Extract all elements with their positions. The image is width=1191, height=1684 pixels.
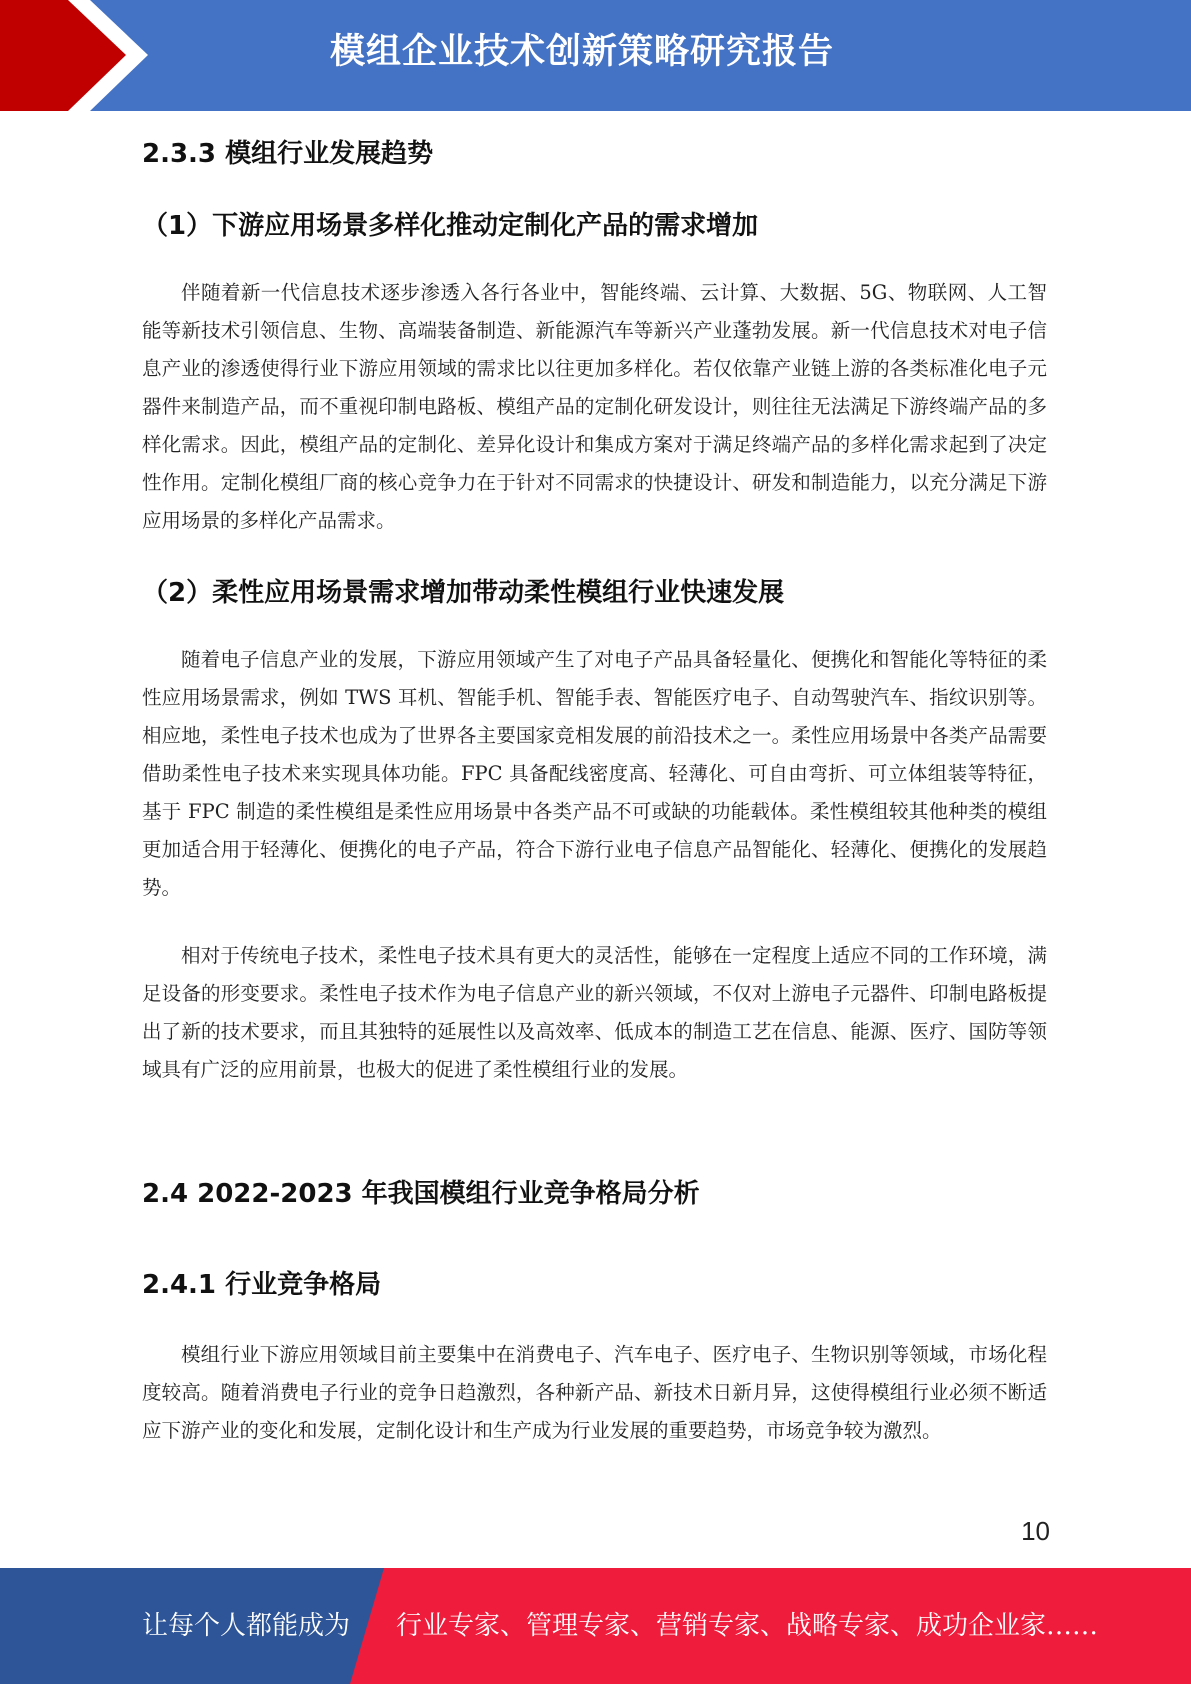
header-arrow-icon	[0, 0, 160, 111]
paragraph-1: 伴随着新一代信息技术逐步渗透入各行各业中，智能终端、云计算、大数据、5G、物联网、人工智能等新技术引领信息、生物、高端装备制造、新能源汽车等新兴产业蓬勃发展。新一代信息技术对电子信息产业的渗透使得行业下游应用领域的需求比以往更加多样化。若仅依靠产业链上游的各类标准化电子元器件来制造产品，而不重视印制电路板、模组产品的定制化研发设计，则往往无法满足下游终端产品的多样化需求。因此，模组产品的定制化、差异化设计和集成方案对于满足终端产品的多样化需求起到了决定性作用。定制化模组厂商的核心竞争力在于针对不同需求的快捷设计、研发和制造能力，以充分满足下游应用场景的多样化产品需求。	[142, 281, 1047, 532]
section-heading-2-4: 2.4 2022-2023 年我国模组行业竞争格局分析	[142, 1179, 700, 1209]
footer-slogan-left: 让每个人都能成为	[142, 1611, 351, 1641]
subsection-heading-2: （2）柔性应用场景需求增加带动柔性模组行业快速发展	[142, 578, 785, 608]
page-number: 10	[1021, 1516, 1050, 1546]
paragraph-3: 相对于传统电子技术，柔性电子技术具有更大的灵活性，能够在一定程度上适应不同的工作环境，满足设备的形变要求。柔性电子技术作为电子信息产业的新兴领域，不仅对上游电子元器件、印制电路板提出了新的技术要求，而且其独特的延展性以及高效率、低成本的制造工艺在信息、能源、医疗、国防等领域具有广泛的应用前景，也极大的促进了柔性模组行业的发展。	[142, 944, 1047, 1081]
footer-slogan-right: 行业专家、管理专家、营销专家、战略专家、成功企业家……	[396, 1611, 1099, 1641]
report-title: 模组企业技术创新策略研究报告	[330, 32, 835, 72]
section-heading-2-3-3: 2.3.3 模组行业发展趋势	[142, 139, 434, 169]
page-header	[0, 0, 1191, 111]
paragraph-4: 模组行业下游应用领域目前主要集中在消费电子、汽车电子、医疗电子、生物识别等领域，市场化程度较高。随着消费电子行业的竞争日趋激烈，各种新产品、新技术日新月异，这使得模组行业必须不断适应下游产业的变化和发展，定制化设计和生产成为行业发展的重要趋势，市场竞争较为激烈。	[142, 1343, 1047, 1442]
subsection-heading-1: （1）下游应用场景多样化推动定制化产品的需求增加	[142, 211, 759, 241]
page-footer	[0, 1568, 1191, 1684]
section-heading-2-4-1: 2.4.1 行业竞争格局	[142, 1270, 382, 1300]
paragraph-2: 随着电子信息产业的发展，下游应用领域产生了对电子产品具备轻量化、便携化和智能化等特征的柔性应用场景需求，例如 TWS 耳机、智能手机、智能手表、智能医疗电子、自动驾驶汽车、指纹识别等。相应地，柔性电子技术也成为了世界各主要国家竞相发展的前沿技术之一。柔性应用场景中各类产品需要借助柔性电子技术来实现具体功能。FPC 具备配线密度高、轻薄化、可自由弯折、可立体组装等特征，基于 FPC 制造的柔性模组是柔性应用场景中各类产品不可或缺的功能载体。柔性模组较其他种类的模组更加适合用于轻薄化、便携化的电子产品，符合下游行业电子信息产品智能化、轻薄化、便携化的发展趋势。	[142, 648, 1047, 899]
